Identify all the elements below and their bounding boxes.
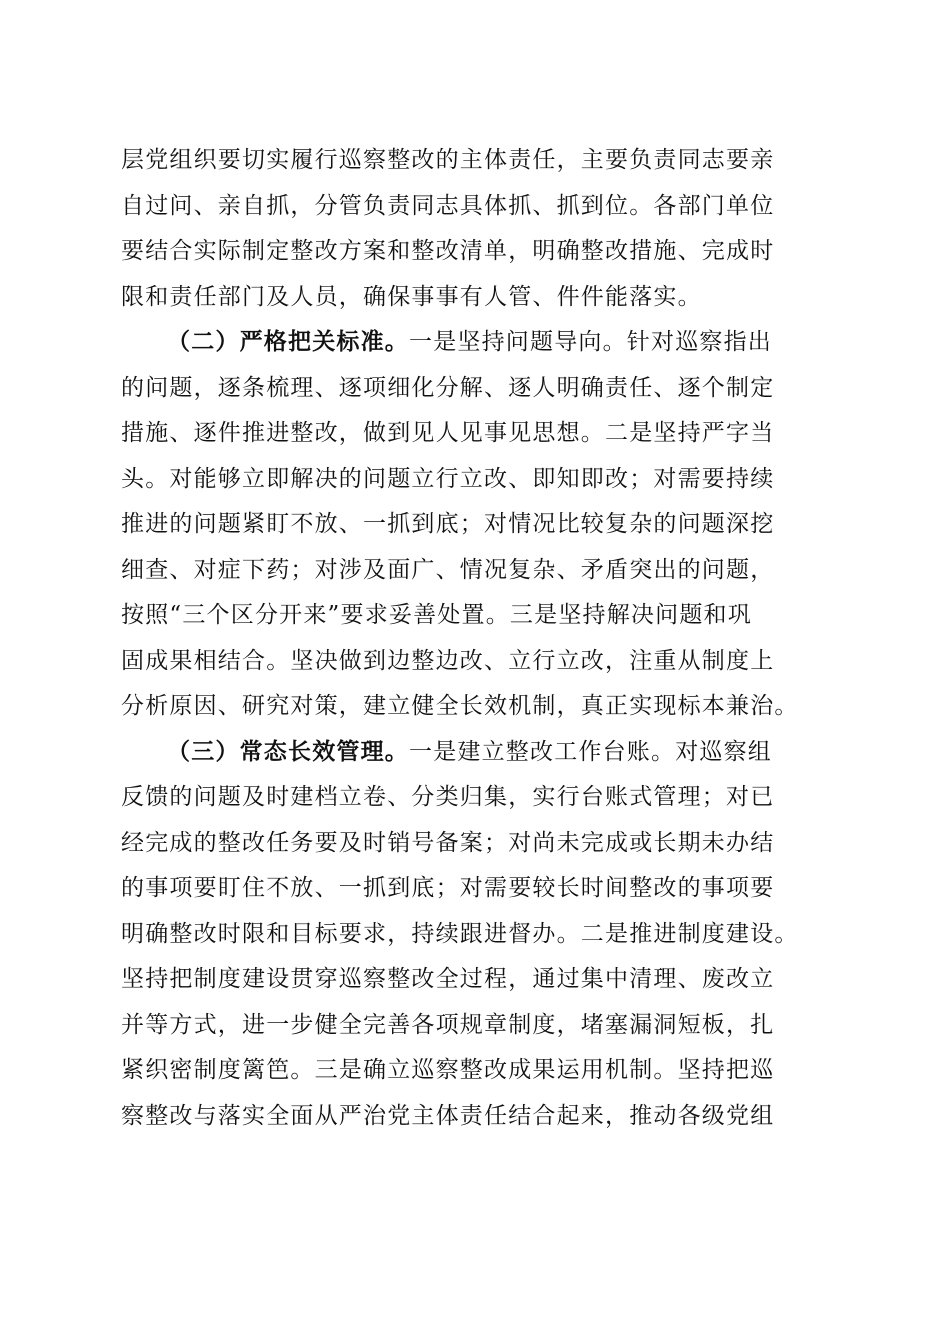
section-3-heading: （三）常态长效管理。 (167, 738, 409, 765)
text-line: 自过问、亲自抓，分管负责同志具体抓、抓到位。各部门单位 (121, 192, 775, 219)
section-2-first-line (121, 320, 833, 366)
text-line: 反馈的问题及时建档立卷、分类归集，实行台账式管理；对已 (121, 784, 775, 810)
section-3-first-line-text: 一是建立整改工作台账。对巡察组 (409, 738, 772, 765)
section-2-first-line-text: 一是坚持问题导向。针对巡察指出 (409, 329, 772, 355)
text-line: 措施、逐件推进整改，做到见人见事见思想。二是坚持严字当 (121, 420, 775, 446)
text-line: 推进的问题紧盯不放、一抓到底；对情况比较复杂的问题深挖 (121, 511, 775, 537)
text-line: 明确整改时限和目标要求，持续跟进督办。二是推进制度建设。 (121, 920, 799, 947)
text-line: 经完成的整改任务要及时销号备案；对尚未完成或长期未办结 (121, 829, 775, 856)
text-line: 的问题，逐条梳理、逐项细化分解、逐人明确责任、逐个制定 (121, 374, 775, 401)
text-line: 层党组织要切实履行巡察整改的主体责任，主要负责同志要亲 (121, 147, 775, 173)
section-3-first-line (121, 730, 833, 776)
text-line: 按照“三个区分开来”要求妥善处置。三是坚持解决问题和巩 (121, 602, 752, 628)
text-line: 头。对能够立即解决的问题立行立改、即知即改；对需要持续 (121, 465, 775, 492)
document-body (121, 138, 833, 1139)
text-line: 细查、对症下药；对涉及面广、情况复杂、矛盾突出的问题， (121, 556, 775, 583)
section-2-heading: （二）严格把关标准。 (167, 329, 409, 355)
text-line: 限和责任部门及人员，确保事事有人管、件件能落实。 (121, 283, 702, 310)
text-line: 固成果相结合。坚决做到边整边改、立行立改，注重从制度上 (121, 647, 775, 674)
text-line: 并等方式，进一步健全完善各项规章制度，堵塞漏洞短板，扎 (121, 1011, 775, 1038)
text-line: 察整改与落实全面从严治党主体责任结合起来，推动各级党组 (121, 1102, 775, 1129)
text-line: 要结合实际制定整改方案和整改清单，明确整改措施、完成时 (121, 238, 775, 264)
text-line: 分析原因、研究对策，建立健全长效机制，真正实现标本兼治。 (121, 693, 799, 719)
text-line: 坚持把制度建设贯穿巡察整改全过程，通过集中清理、废改立 (121, 966, 775, 992)
text-line: 紧织密制度篱笆。三是确立巡察整改成果运用机制。坚持把巡 (121, 1057, 775, 1083)
text-line: 的事项要盯住不放、一抓到底；对需要较长时间整改的事项要 (121, 875, 775, 901)
